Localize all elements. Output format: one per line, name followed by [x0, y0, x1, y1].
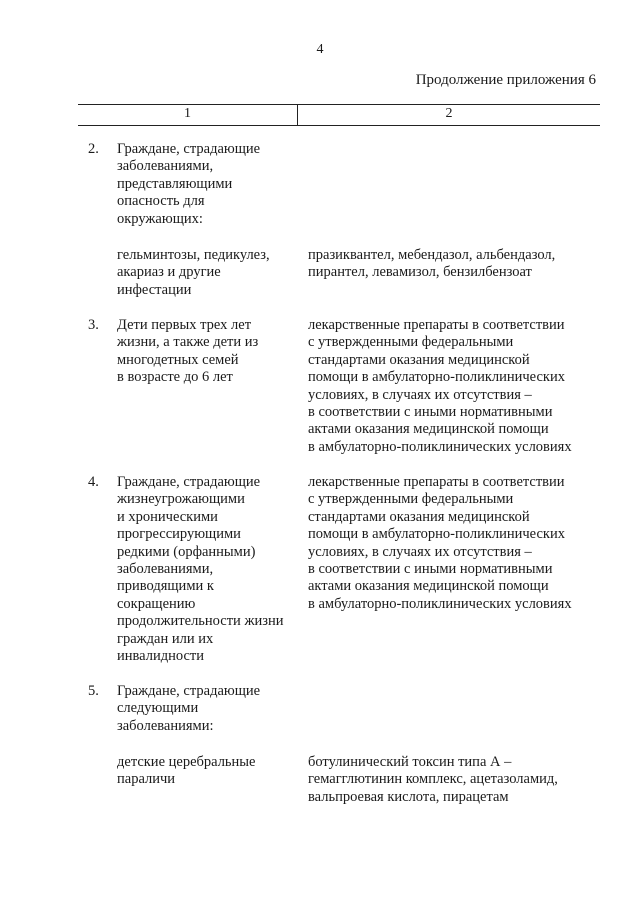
row-5-sub-drugs: ботулинический токсин типа А – гемагглютинин комплекс, ацетазоламид, вальпроевая кислота, пирацетам — [308, 754, 558, 805]
row-2-group: Граждане, страдающие заболеваниями, представляющими опасность для окружающих: — [117, 141, 261, 227]
row-4-group: Граждане, страдающие жизнеугрожающими и хроническими прогрессирующими редкими (орфанными) заболеваниями, приводящими к сокращению продолжительности жизни граждан или их инвалидности — [117, 474, 284, 665]
row-3-number: 3. — [88, 317, 99, 333]
continuation-heading: Продолжение приложения 6 — [415, 72, 596, 88]
table-header-col-1: 1 — [184, 106, 191, 121]
row-2-sub-condition: гельминтозы, педикулез, акариаз и другие инфестации — [117, 247, 270, 298]
table-header-col-2: 2 — [445, 106, 453, 121]
row-3-group: Дети первых трех лет жизни, а также дети из многодетных семей в возрасте до 6 лет — [117, 317, 259, 386]
row-5-number: 5. — [88, 683, 99, 699]
row-2-sub-drugs: празиквантел, мебендазол, альбендазол, пирантел, левамизол, бензилбензоат — [308, 247, 556, 281]
row-2-number: 2. — [88, 141, 99, 157]
row-5-sub-condition: детские церебральные параличи — [117, 754, 256, 788]
row-4-drugs: лекарственные препараты в соответствии с утвержденными федеральными стандартами оказания медицинской помощи в амбулаторно-поликлинических условиях, в случаях их отсутствия – в соответствии с иными нормативными актами оказания медицинской помощи в амбулаторно-поликлинических условиях — [308, 474, 572, 612]
table-header — [78, 104, 600, 126]
row-3-drugs: лекарственные препараты в соответствии с утвержденными федеральными стандартами оказания медицинской помощи в амбулаторно-поликлинических условиях, в случаях их отсутствия – в соответствии с иными нормативными актами оказания медицинской помощи в амбулаторно-поликлинических условиях — [308, 317, 572, 455]
page-number: 4 — [316, 42, 324, 57]
row-5-group: Граждане, страдающие следующими заболеваниями: — [117, 683, 261, 734]
row-4-number: 4. — [88, 474, 99, 490]
